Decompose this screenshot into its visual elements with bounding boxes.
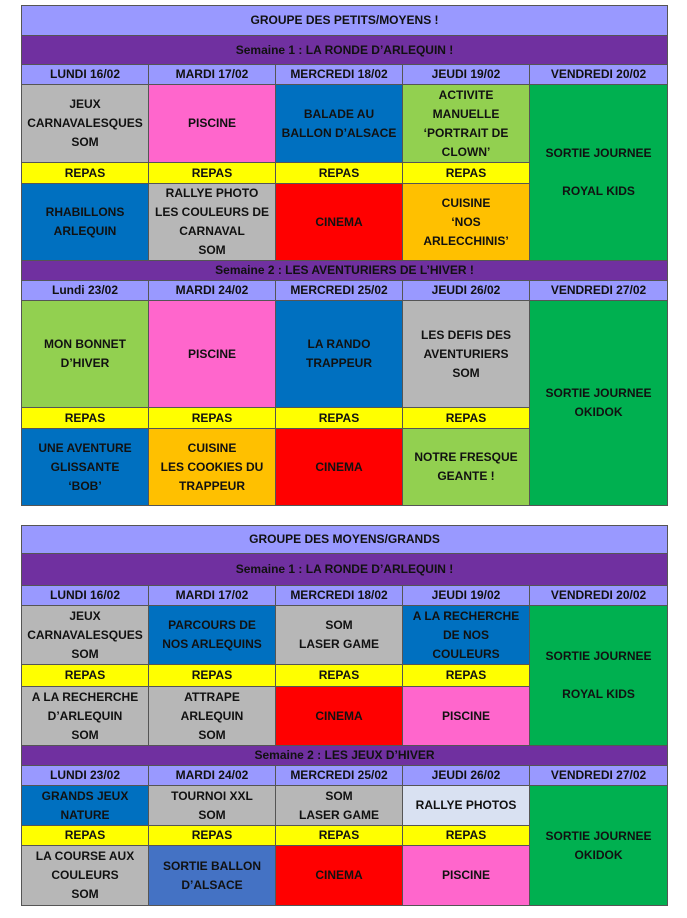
schedule-table-moyens-grands bbox=[21, 525, 668, 906]
meal-cell: REPAS bbox=[276, 826, 403, 846]
activity-cell: LA RANDO TRAPPEUR bbox=[276, 301, 403, 408]
day-header: JEUDI 19/02 bbox=[403, 586, 530, 606]
friday-outing-cell: SORTIE JOURNEE ROYAL KIDS bbox=[530, 85, 668, 261]
activity-cell: RALLYE PHOTOS bbox=[403, 786, 530, 826]
activity-cell: A LA RECHERCHE DE NOS COULEURS bbox=[403, 606, 530, 665]
day-header: VENDREDI 27/02 bbox=[530, 766, 668, 786]
day-header: MERCREDI 25/02 bbox=[276, 281, 403, 301]
day-header: LUNDI 23/02 bbox=[22, 766, 149, 786]
activity-cell: SOM LASER GAME bbox=[276, 606, 403, 665]
meal-cell: REPAS bbox=[22, 665, 149, 687]
day-header: LUNDI 16/02 bbox=[22, 586, 149, 606]
meal-cell: REPAS bbox=[22, 826, 149, 846]
activity-cell: GRANDS JEUX NATURE bbox=[22, 786, 149, 826]
day-header: MERCREDI 25/02 bbox=[276, 766, 403, 786]
activity-cell: CINEMA bbox=[276, 687, 403, 746]
activity-cell: MON BONNET D’HIVER bbox=[22, 301, 149, 408]
day-header: MARDI 17/02 bbox=[149, 586, 276, 606]
activity-cell: NOTRE FRESQUE GEANTE ! bbox=[403, 429, 530, 506]
activity-cell: RALLYE PHOTO LES COULEURS DE CARNAVAL SOM bbox=[149, 184, 276, 261]
week-title: Semaine 2 : LES JEUX D’HIVER bbox=[22, 746, 668, 766]
activity-cell: SOM LASER GAME bbox=[276, 786, 403, 826]
day-header: LUNDI 16/02 bbox=[22, 65, 149, 85]
activity-cell: JEUX CARNAVALESQUES SOM bbox=[22, 606, 149, 665]
activity-cell: UNE AVENTURE GLISSANTE ‘BOB’ bbox=[22, 429, 149, 506]
meal-cell: REPAS bbox=[276, 163, 403, 184]
meal-cell: REPAS bbox=[149, 665, 276, 687]
activity-cell: ATTRAPE ARLEQUIN SOM bbox=[149, 687, 276, 746]
activity-cell: JEUX CARNAVALESQUES SOM bbox=[22, 85, 149, 163]
day-header: JEUDI 19/02 bbox=[403, 65, 530, 85]
day-header: VENDREDI 27/02 bbox=[530, 281, 668, 301]
friday-outing-cell: SORTIE JOURNEE OKIDOK bbox=[530, 786, 668, 906]
day-header: JEUDI 26/02 bbox=[403, 766, 530, 786]
schedule-table-petits-moyens bbox=[21, 5, 668, 506]
friday-outing-cell: SORTIE JOURNEE ROYAL KIDS bbox=[530, 606, 668, 746]
day-header: MARDI 24/02 bbox=[149, 281, 276, 301]
day-header: VENDREDI 20/02 bbox=[530, 65, 668, 85]
activity-cell: CINEMA bbox=[276, 846, 403, 906]
day-header: MARDI 17/02 bbox=[149, 65, 276, 85]
meal-cell: REPAS bbox=[22, 408, 149, 429]
activity-cell: PISCINE bbox=[149, 301, 276, 408]
meal-cell: REPAS bbox=[276, 665, 403, 687]
activity-cell: PISCINE bbox=[403, 846, 530, 906]
day-header: Lundi 23/02 bbox=[22, 281, 149, 301]
activity-cell: LA COURSE AUX COULEURS SOM bbox=[22, 846, 149, 906]
meal-cell: REPAS bbox=[403, 408, 530, 429]
meal-cell: REPAS bbox=[149, 163, 276, 184]
activity-cell: BALADE AU BALLON D’ALSACE bbox=[276, 85, 403, 163]
friday-outing-cell: SORTIE JOURNEE OKIDOK bbox=[530, 301, 668, 506]
meal-cell: REPAS bbox=[403, 826, 530, 846]
meal-cell: REPAS bbox=[403, 163, 530, 184]
activity-cell: RHABILLONS ARLEQUIN bbox=[22, 184, 149, 261]
day-header: MARDI 24/02 bbox=[149, 766, 276, 786]
day-header: MERCREDI 18/02 bbox=[276, 586, 403, 606]
activity-cell: PISCINE bbox=[149, 85, 276, 163]
day-header: MERCREDI 18/02 bbox=[276, 65, 403, 85]
activity-cell: CUISINE ‘NOS ARLECCHINIS’ bbox=[403, 184, 530, 261]
meal-cell: REPAS bbox=[22, 163, 149, 184]
activity-cell: CUISINE LES COOKIES DU TRAPPEUR bbox=[149, 429, 276, 506]
activity-cell: CINEMA bbox=[276, 184, 403, 261]
meal-cell: REPAS bbox=[149, 826, 276, 846]
week-title: Semaine 1 : LA RONDE D’ARLEQUIN ! bbox=[22, 36, 668, 65]
activity-cell: TOURNOI XXL SOM bbox=[149, 786, 276, 826]
meal-cell: REPAS bbox=[276, 408, 403, 429]
group-title: GROUPE DES MOYENS/GRANDS bbox=[22, 526, 668, 554]
activity-cell: LES DEFIS DES AVENTURIERS SOM bbox=[403, 301, 530, 408]
activity-cell: PARCOURS DE NOS ARLEQUINS bbox=[149, 606, 276, 665]
activity-cell: A LA RECHERCHE D’ARLEQUIN SOM bbox=[22, 687, 149, 746]
day-header: VENDREDI 20/02 bbox=[530, 586, 668, 606]
day-header: JEUDI 26/02 bbox=[403, 281, 530, 301]
week-title: Semaine 1 : LA RONDE D’ARLEQUIN ! bbox=[22, 554, 668, 586]
activity-cell: ACTIVITE MANUELLE ‘PORTRAIT DE CLOWN’ bbox=[403, 85, 530, 163]
group-title: GROUPE DES PETITS/MOYENS ! bbox=[22, 6, 668, 36]
activity-cell: SORTIE BALLON D’ALSACE bbox=[149, 846, 276, 906]
meal-cell: REPAS bbox=[403, 665, 530, 687]
activity-cell: PISCINE bbox=[403, 687, 530, 746]
week-title: Semaine 2 : LES AVENTURIERS DE L’HIVER ! bbox=[22, 261, 668, 281]
activity-cell: CINEMA bbox=[276, 429, 403, 506]
meal-cell: REPAS bbox=[149, 408, 276, 429]
